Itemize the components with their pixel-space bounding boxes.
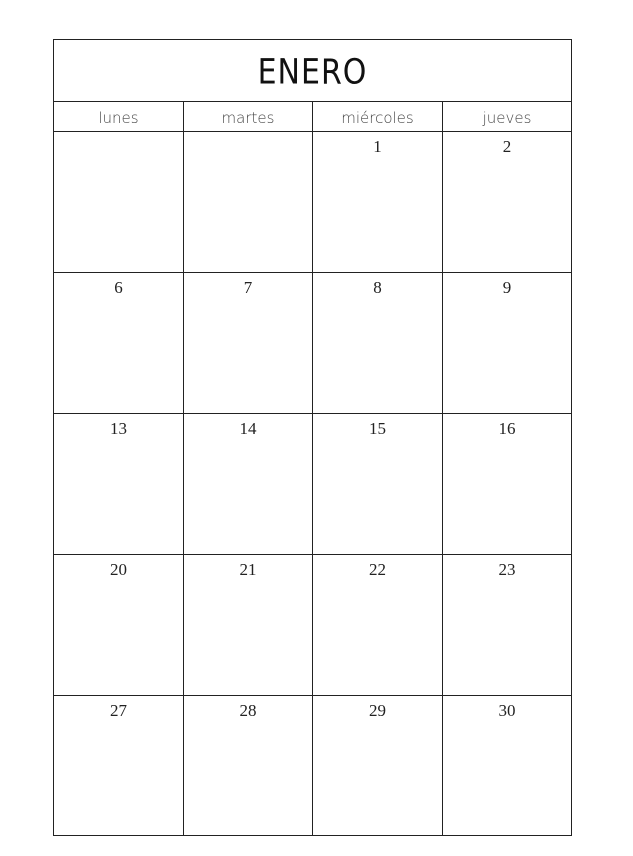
- day-number: 7: [243, 278, 253, 297]
- day-number: 27: [110, 701, 127, 720]
- day-cell: [313, 414, 443, 555]
- day-number: 21: [239, 560, 257, 579]
- day-number: 30: [498, 701, 516, 720]
- day-cell: [443, 273, 571, 414]
- day-number: 2: [502, 137, 512, 156]
- day-cell: [313, 132, 443, 273]
- day-cell: [443, 696, 571, 835]
- day-cell: [54, 273, 184, 414]
- day-cell: [443, 414, 571, 555]
- day-number: 20: [110, 560, 127, 579]
- day-cell: [184, 414, 313, 555]
- day-cell: [54, 414, 184, 555]
- calendar-page: [53, 39, 572, 836]
- day-number: 16: [498, 419, 516, 438]
- day-cell: [313, 696, 443, 835]
- day-number: 9: [502, 278, 512, 297]
- day-number: 1: [373, 137, 382, 156]
- day-cell: [313, 273, 443, 414]
- day-number: 8: [373, 278, 382, 297]
- day-cell: [184, 132, 313, 273]
- weekday-label-miercoles: miércoles: [313, 102, 443, 131]
- day-number: 28: [239, 701, 257, 720]
- day-cell: [443, 555, 571, 696]
- day-cell: [184, 555, 313, 696]
- day-cell: [54, 132, 184, 273]
- day-cell: [443, 132, 571, 273]
- day-number: 6: [114, 278, 123, 297]
- day-number: 14: [239, 419, 257, 438]
- day-cell: [184, 696, 313, 835]
- weekday-label-lunes: lunes: [54, 102, 184, 131]
- day-number: 29: [369, 701, 386, 720]
- weekday-label-jueves: jueves: [482, 108, 532, 127]
- day-number: 22: [369, 560, 386, 579]
- weekday-label-martes: martes: [184, 102, 313, 131]
- day-cell: [54, 555, 184, 696]
- day-number: 15: [369, 419, 386, 438]
- day-cell: [54, 696, 184, 835]
- month-title: ENERO: [257, 52, 368, 93]
- weekday-header-row: [54, 102, 571, 132]
- day-number: 23: [498, 560, 516, 579]
- day-grid: [54, 132, 571, 835]
- day-number: 13: [110, 419, 127, 438]
- day-cell: [184, 273, 313, 414]
- day-cell: [313, 555, 443, 696]
- month-header: [54, 40, 571, 102]
